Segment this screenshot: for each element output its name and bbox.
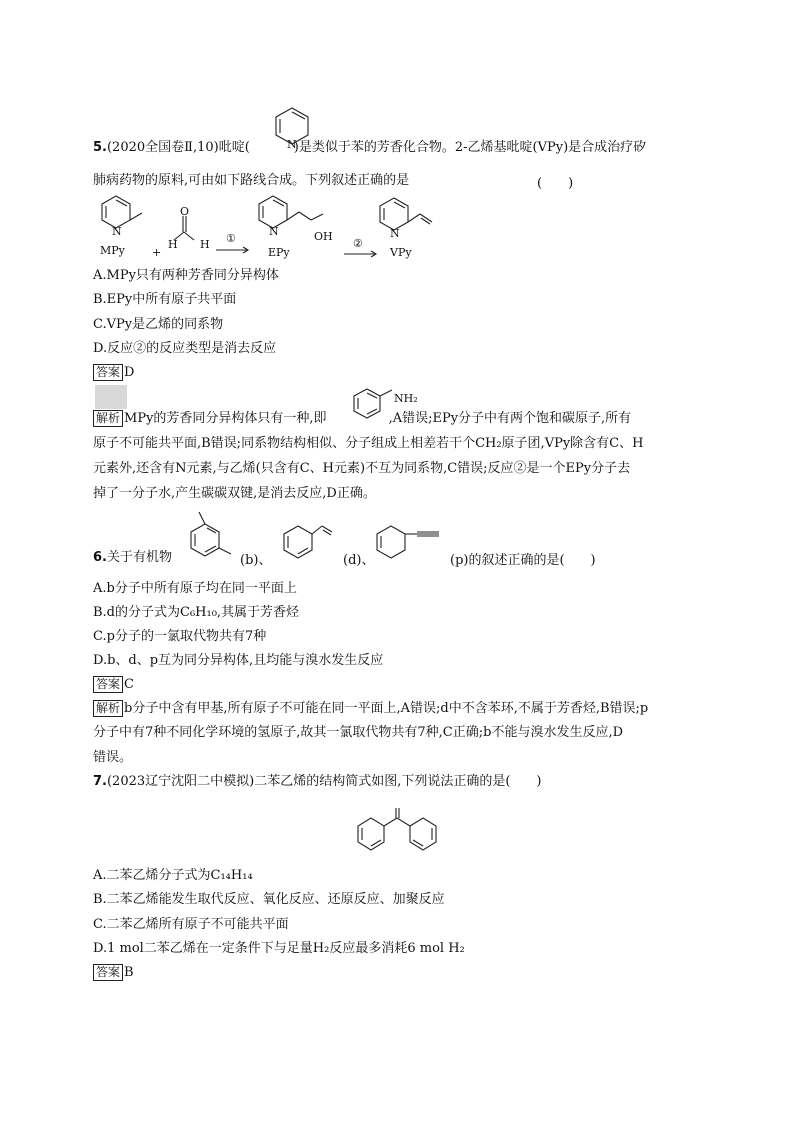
q6-analysis-line2: 分子中有7种不同化学环境的氢原子,故其一氯取代物共有7种,C正确;b不能与溴水发生反应,D xyxy=(93,725,624,740)
q5-number: 5. xyxy=(93,140,107,155)
q6-label-p: (p)的叙述正确的是( ) xyxy=(450,553,596,568)
q5-analysis-line1-a: MPy的芳香同分异构体只有一种,即 xyxy=(124,411,327,426)
q5-analysis-line4: 掉了一分子水,产生碳碳双键,是消去反应,D正确。 xyxy=(93,486,376,501)
aniline-nh2-label: NH₂ xyxy=(394,392,418,405)
vpy-structure xyxy=(376,196,436,242)
mpy-n-label: N xyxy=(112,225,122,238)
q6-stem-a: 关于有机物 xyxy=(106,550,172,565)
epy-n-label: N xyxy=(269,225,279,238)
q5-analysis-gray-box xyxy=(95,385,127,409)
epy-label: EPy xyxy=(268,246,290,259)
molecule-p-structure xyxy=(373,520,453,568)
q6-option-b: B.d的分子式为C₆H₁₀,其属于芳香烃 xyxy=(93,605,300,620)
q5-analysis-tag: 解析 xyxy=(93,410,123,427)
q6-label-b: (b)、 xyxy=(240,553,272,568)
q5-answer-value: D xyxy=(124,365,135,380)
vpy-label: VPy xyxy=(390,246,412,259)
diphenylethylene-structure xyxy=(354,804,444,860)
molecule-d-structure xyxy=(280,520,340,568)
q7-stem-text: (2023辽宁沈阳二中模拟)二苯乙烯的结构简式如图,下列说法正确的是( ) xyxy=(106,774,542,789)
q7-option-d: D.1 mol二苯乙烯在一定条件下与足量H₂反应最多消耗6 mol H₂ xyxy=(93,941,465,956)
q5-analysis-line2: 原子不可能共平面,B错误;同系物结构相似、分子组成上相差若干个CH₂原子团,VPy除含有C、H xyxy=(93,436,644,451)
q5-stem-line2 xyxy=(93,172,409,190)
q7-option-a: A.二苯乙烯分子式为C₁₄H₁₄ xyxy=(93,868,253,883)
plus-sign: + xyxy=(152,246,162,259)
q6-answer xyxy=(93,676,134,694)
arrow1-label: ① xyxy=(226,232,236,245)
q5-stem-line1 xyxy=(93,139,646,157)
vpy-n-label: N xyxy=(390,227,400,240)
q5-stem-line2-text: 肺病药物的原料,可由如下路线合成。下列叙述正确的是 xyxy=(93,173,410,188)
pyridine-n-label: N xyxy=(287,138,297,151)
q6-option-a: A.b分子中所有原子均在同一平面上 xyxy=(93,581,297,596)
q5-answer xyxy=(93,364,134,382)
mpy-label: MPy xyxy=(100,244,125,257)
q7-answer-tag: 答案 xyxy=(93,964,123,981)
molecule-b-structure xyxy=(183,510,239,562)
q6-option-d: D.b、d、p互为同分异构体,且均能与溴水发生反应 xyxy=(93,653,384,668)
q5-analysis-line1-b: ,A错误;EPy分子中有两个饱和碳原子,所有 xyxy=(388,411,632,426)
q7-option-b: B.二苯乙烯能发生取代反应、氧化反应、还原反应、加聚反应 xyxy=(93,892,445,907)
q5-option-b: B.EPy中所有原子共平面 xyxy=(93,292,237,307)
q6-answer-tag: 答案 xyxy=(93,676,123,693)
q7-answer xyxy=(93,964,134,982)
formaldehyde-h1: H xyxy=(168,238,178,251)
arrow1 xyxy=(216,246,250,254)
arrow2 xyxy=(344,250,378,258)
q6-option-c: C.p分子的一氯取代物共有7种 xyxy=(93,629,267,644)
q5-analysis-line1 xyxy=(93,410,631,428)
q5-option-d: D.反应②的反应类型是消去反应 xyxy=(93,341,277,356)
epy-oh-label: OH xyxy=(314,230,333,243)
mpy-structure xyxy=(98,194,148,240)
q5-analysis-line3: 元素外,还含有N元素,与乙烯(只含有C、H元素)不互为同系物,C错误;反应②是一个EPy分子去 xyxy=(93,461,631,476)
q6-number: 6. xyxy=(93,550,107,565)
q5-option-a: A.MPy只有两种芳香同分异构体 xyxy=(93,268,279,283)
q6-label-d: (d)、 xyxy=(343,553,375,568)
q5-source: (2020全国卷Ⅱ,10)吡啶( xyxy=(106,140,250,155)
q7-number: 7. xyxy=(93,774,107,789)
q5-stem-after: )是类似于苯的芳香化合物。2-乙烯基吡啶(VPy)是合成治疗矽 xyxy=(293,140,647,155)
q6-analysis-line3: 错误。 xyxy=(93,750,133,765)
q6-analysis-line1 xyxy=(93,700,648,718)
q6-stem xyxy=(93,549,172,567)
formaldehyde-o: O xyxy=(180,205,190,218)
arrow2-label: ② xyxy=(353,237,363,250)
q5-answer-tag: 答案 xyxy=(93,364,123,381)
q5-answer-paren: ( ) xyxy=(537,176,574,191)
q6-answer-value: C xyxy=(124,677,134,692)
q7-answer-value: B xyxy=(124,965,134,980)
q5-option-c: C.VPy是乙烯的同系物 xyxy=(93,317,224,332)
q6-analysis-line1-text: b分子中含有甲基,所有原子不可能在同一平面上,A错误;d中不含苯环,不属于芳香烃,B错误;p xyxy=(124,701,649,716)
formaldehyde-h2: H xyxy=(200,238,210,251)
q7-option-c: C.二苯乙烯所有原子不可能共平面 xyxy=(93,917,289,932)
q7-stem xyxy=(93,773,542,791)
q6-analysis-tag: 解析 xyxy=(93,700,123,717)
